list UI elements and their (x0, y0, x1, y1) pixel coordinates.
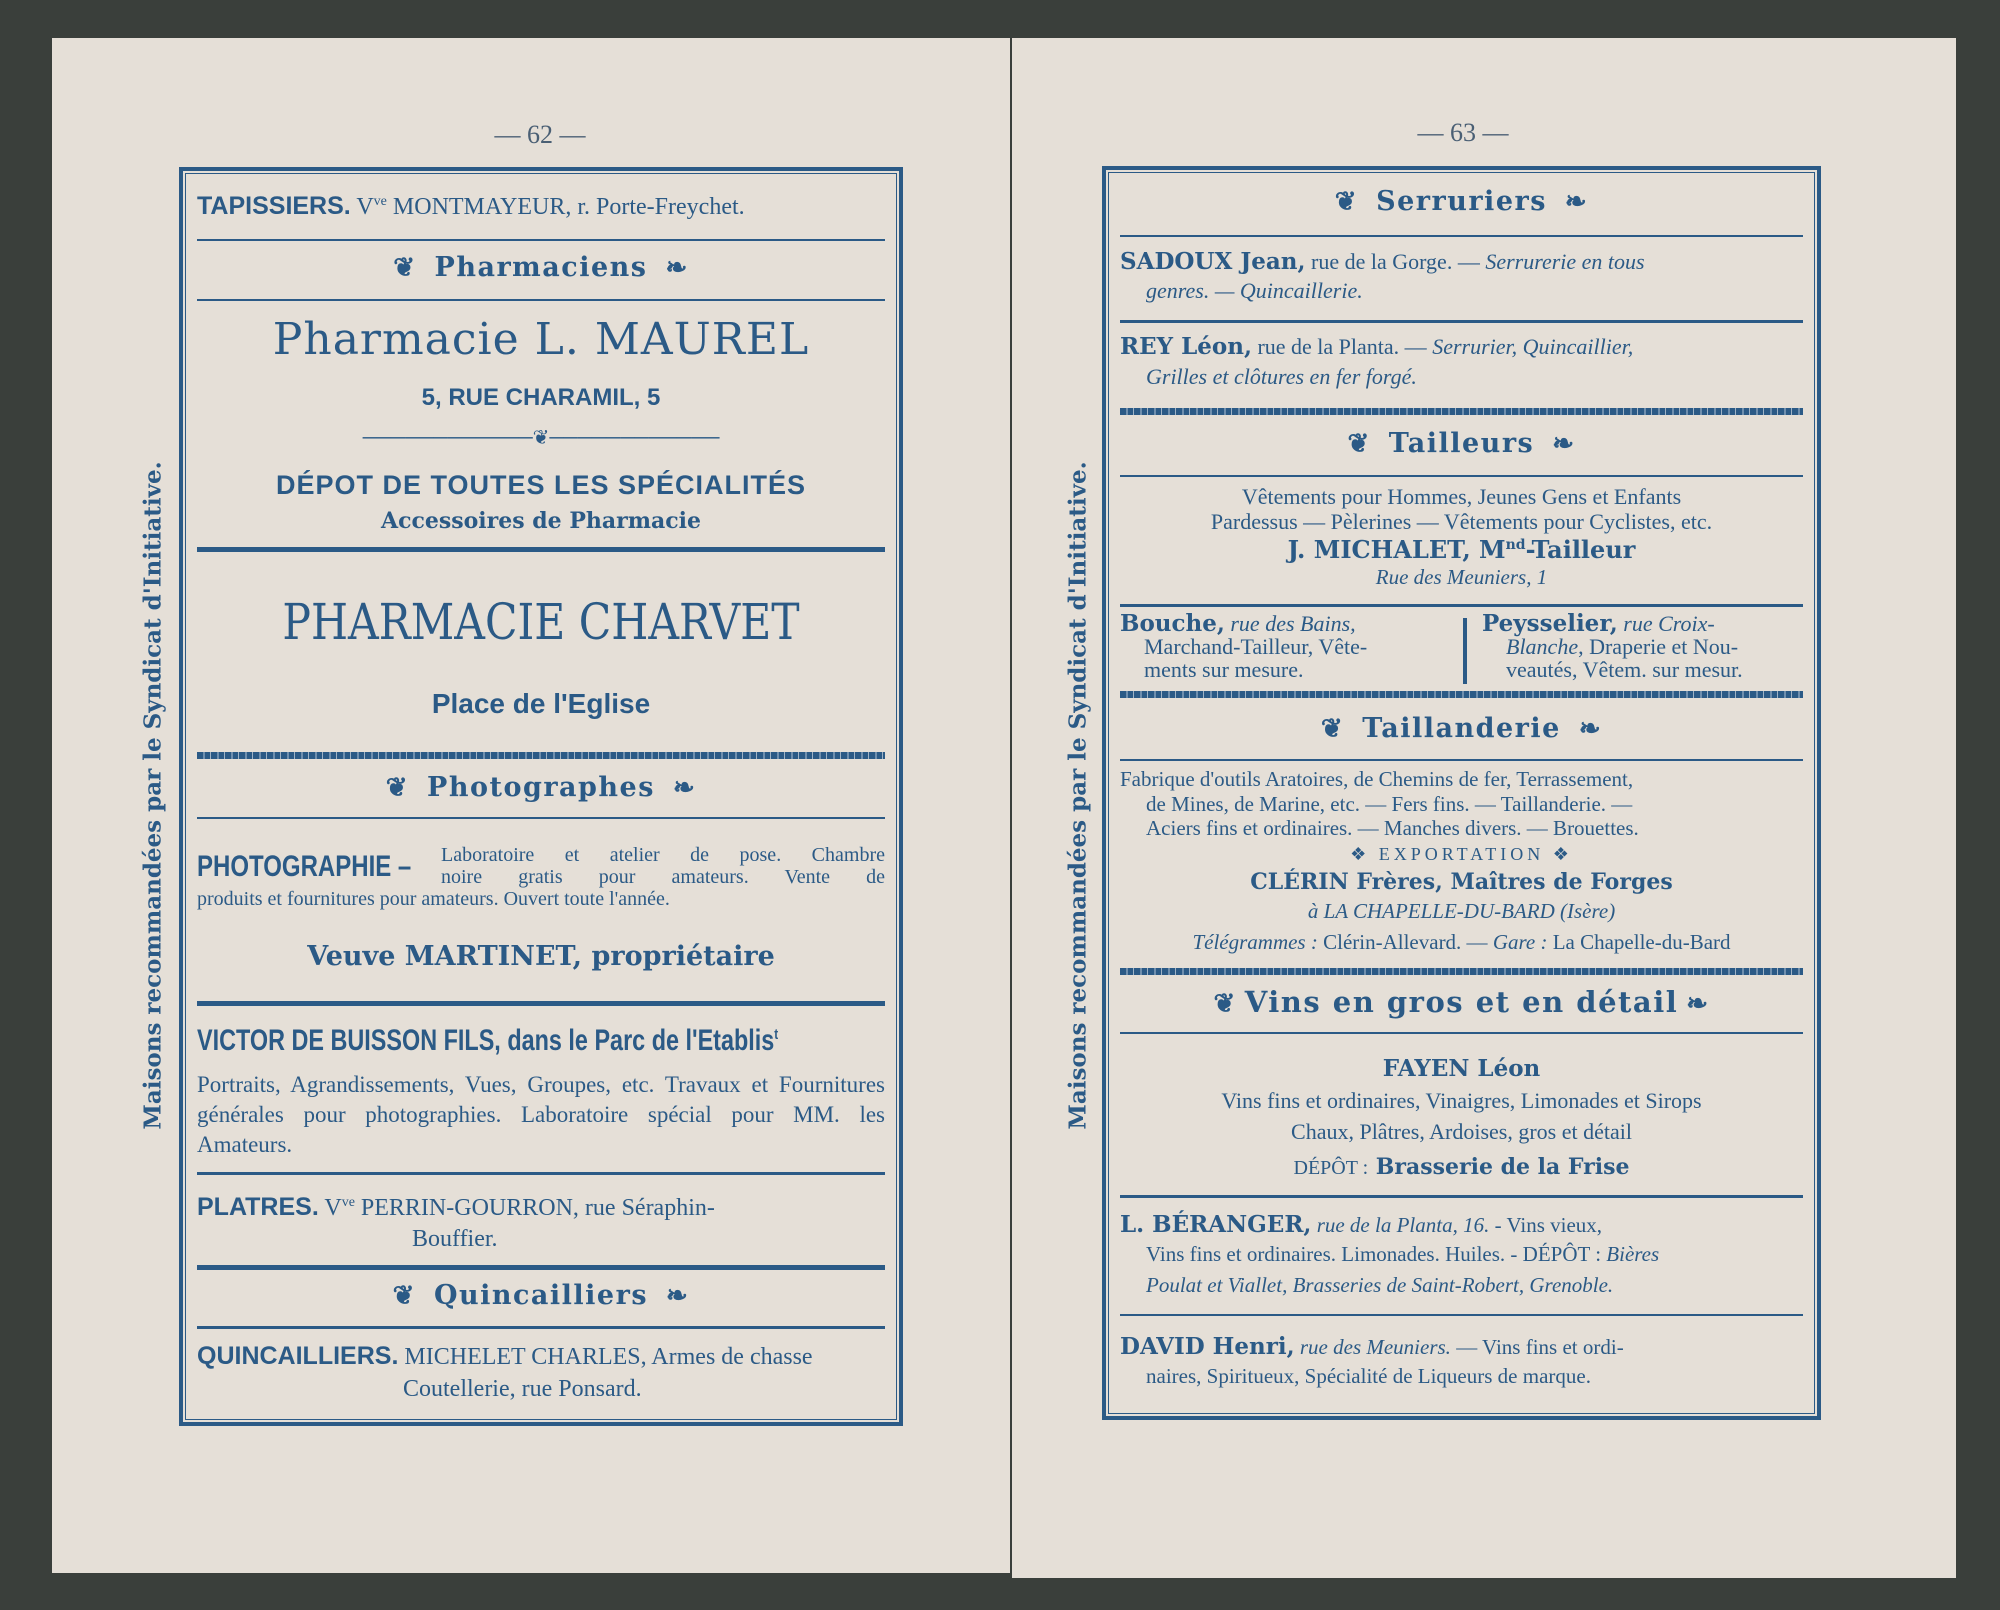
rey-text: rue de la Planta. — (1251, 334, 1433, 359)
platres-text: PERRIN-GOURRON, rue Séraphin- (354, 1195, 715, 1221)
sadoux-line1 (1120, 250, 1645, 273)
divider (1120, 1195, 1803, 1198)
buisson-header (197, 1026, 778, 1056)
bouche-name: Bouche, (1120, 610, 1225, 637)
fayen-name: FAYEN Léon (1382, 1055, 1541, 1082)
flourish-right-icon: ❧ (1686, 989, 1710, 1019)
beranger-line3-text: Poulat et Viallet, Brasseries de Saint-Robert, Grenoble. (1146, 1273, 1614, 1297)
divider (1120, 235, 1803, 237)
quincailliers-label: QUINCAILLIERS. (197, 1342, 399, 1370)
depot-label: DÉPÔT : (1293, 1157, 1369, 1179)
rey-line2-text: Grilles et clôtures en fer forgé. (1146, 364, 1417, 389)
fayen-line2: Chaux, Plâtres, Ardoises, gros et détail (1291, 1119, 1632, 1144)
divider (197, 1326, 885, 1329)
taillanderie-line2: de Mines, de Marine, etc. — Fers fins. — Taillanderie. — (1146, 792, 1633, 816)
photographie-label: PHOTOGRAPHIE – (197, 850, 412, 883)
platres-line (197, 1195, 715, 1220)
sadoux-text: rue de la Gorge. — (1305, 249, 1486, 274)
divider (197, 239, 885, 241)
serruriers-header (1106, 188, 1817, 215)
david-line1 (1120, 1335, 1624, 1358)
tailleurs-header (1106, 430, 1817, 457)
photographie-line3: produits et fournitures pour amateurs. Ouvert toute l'année. (197, 888, 670, 910)
tel: Clérin-Allevard. — (1317, 930, 1493, 954)
beranger-line2-italic: Bières (1606, 1242, 1660, 1266)
exportation (1106, 845, 1817, 863)
fayen-depot (1106, 1156, 1817, 1178)
name2: -Tailleur (1525, 535, 1636, 564)
divider (197, 1172, 885, 1175)
clerin-contact (1106, 932, 1817, 953)
beranger-line1 (1120, 1213, 1602, 1236)
ornament-icon: ────────────❦──────────── (362, 427, 720, 449)
beranger-text: - Vins vieux, (1489, 1213, 1603, 1237)
buisson-text: Portraits, Agrandissements, Vues, Groupes, etc. Travaux et Fournitures générales pour photographies. Laboratoire spécial pour MM. les Amateurs. (197, 1072, 885, 1157)
david-italic: rue des Meuniers. (1294, 1335, 1451, 1359)
depot: Brasserie de la Frise (1368, 1154, 1630, 1180)
divider (1120, 759, 1803, 761)
taillanderie-line3: Aciers fins et ordinaires. — Manches divers. — Brouettes. (1146, 816, 1639, 840)
sadoux-name: SADOUX Jean, (1120, 248, 1306, 275)
peysselier-block (1482, 612, 1743, 681)
beranger-line2-text: Vins fins et ordinaires. Limonades. Huiles. - DÉPÔT : (1146, 1242, 1607, 1266)
quincailliers-line2: Coutellerie, rue Ponsard. (403, 1376, 642, 1402)
tapissiers-text: MONTMAYEUR, r. Porte-Freychet. (386, 194, 745, 220)
flourish-right-icon: ❖ (1544, 844, 1573, 864)
photographes-header (183, 774, 899, 801)
platres-label: PLATRES. (197, 1193, 319, 1221)
divider (197, 817, 885, 819)
beranger-italic: rue de la Planta, 16. (1311, 1213, 1490, 1237)
flourish-right-icon: ❧ (1564, 187, 1589, 217)
charvet-name: PHARMACIE CHARVET (282, 593, 800, 651)
header-text: Serruriers (1376, 186, 1547, 217)
gare: La Chapelle-du-Bard (1547, 930, 1731, 954)
divider (197, 1265, 885, 1270)
side-text-right: Maisons recommandées par le Syndicat d'Initiative. (1064, 461, 1092, 1130)
flourish-left-icon: ❖ (1350, 844, 1379, 864)
divider (197, 1001, 885, 1006)
tailleurs-line2: Pardessus — Pèlerines — Vêtements pour Cyclistes, etc. (1210, 509, 1713, 534)
side-text-left: Maisons recommandées par le Syndicat d'Initiative. (139, 461, 167, 1130)
peysselier-line2-italic: Blanche (1506, 634, 1579, 659)
charvet-address: Place de l'Eglise (431, 688, 651, 719)
maurel-line1: DÉPOT DE TOUTES LES SPÉCIALITÉS (275, 470, 807, 500)
flourish-right-icon: ❧ (1552, 429, 1576, 459)
sadoux-line2-text: genres. — Quincaillerie. (1146, 278, 1363, 303)
divider (1120, 691, 1803, 698)
sup: nd (1505, 537, 1526, 553)
flourish-left-icon: ❦ (1334, 187, 1359, 217)
tapissiers-label: TAPISSIERS. (197, 192, 351, 220)
maurel-name: Pharmacie L. MAUREL (272, 314, 810, 365)
rey-line2 (1146, 366, 1417, 388)
clerin-name: CLÉRIN Frères, Maîtres de Forges (1250, 869, 1673, 895)
flourish-left-icon: ❦ (1320, 714, 1345, 744)
photographie-line1: Laboratoire et atelier de pose. Chambre (441, 844, 885, 866)
header-text: Tailleurs (1388, 428, 1535, 459)
divider (197, 299, 885, 301)
maurel-address: 5, RUE CHARAMIL, 5 (421, 384, 661, 411)
photographie-owner: Veuve MARTINET, propriétaire (307, 941, 775, 972)
divider (197, 547, 885, 552)
david-line2: naires, Spiritueux, Spécialité de Liqueurs de marque. (1146, 1364, 1591, 1388)
beranger-name: L. BÉRANGER, (1120, 1211, 1312, 1238)
header-text: Quincailliers (433, 1280, 649, 1311)
fayen-line1: Vins fins et ordinaires, Vinaigres, Limonades et Sirops (1221, 1088, 1702, 1113)
address: Rue des Meuniers, 1 (1375, 565, 1548, 589)
taillanderie-header (1106, 715, 1817, 742)
name: J. MICHALET, M (1287, 535, 1506, 564)
flourish-right-icon: ❧ (665, 253, 689, 283)
sadoux-italic: Serrurerie en tous (1485, 249, 1645, 274)
prefix: V (356, 194, 374, 220)
divider (1120, 408, 1803, 415)
maurel-line2: Accessoires de Pharmacie (381, 508, 701, 534)
sup: ve (341, 1195, 355, 1210)
david-name: DAVID Henri, (1120, 1333, 1295, 1360)
rey-name: REY Léon, (1120, 333, 1252, 360)
quincailliers-line (197, 1344, 813, 1369)
divider (1120, 475, 1803, 477)
flourish-right-icon: ❧ (1578, 714, 1603, 744)
peysselier-name: Peysselier, (1482, 610, 1618, 637)
flourish-left-icon: ❦ (393, 253, 417, 283)
export-text: EXPORTATION (1378, 844, 1545, 864)
buisson-name: VICTOR DE BUISSON FILS, (197, 1024, 501, 1057)
rey-italic: Serrurier, Quincaillier, (1432, 334, 1634, 359)
peysselier-italic: rue Croix- (1617, 611, 1715, 636)
rey-line1 (1120, 335, 1633, 358)
flourish-right-icon: ❧ (666, 1281, 690, 1311)
divider (1120, 968, 1803, 975)
tel-label: Télégrammes : (1192, 930, 1318, 954)
bouche-line2: Marchand-Tailleur, Vête- (1144, 634, 1368, 659)
flourish-left-icon: ❦ (1213, 989, 1237, 1019)
tapissiers-line (197, 194, 745, 219)
header-text: Taillanderie (1362, 713, 1561, 744)
flourish-left-icon: ❦ (385, 773, 410, 803)
clerin-address (1106, 901, 1817, 922)
divider (1120, 604, 1803, 607)
header-text: Vins en gros et en détail (1244, 985, 1679, 1019)
peysselier-line2: , Draperie et Nou- (1578, 634, 1739, 659)
prefix: V (324, 1195, 342, 1221)
page-number-left: — 62 — (494, 120, 586, 149)
divider (1120, 1032, 1803, 1034)
beranger-line2 (1146, 1244, 1659, 1265)
david-text: — Vins fins et ordi- (1450, 1335, 1624, 1359)
sadoux-line2 (1146, 280, 1363, 302)
divider (197, 752, 885, 759)
beranger-line3 (1146, 1275, 1613, 1296)
platres-line2: Bouffier. (412, 1226, 498, 1252)
sup: t (774, 1026, 779, 1043)
vins-header (1106, 985, 1817, 1019)
divider (1120, 320, 1803, 323)
address: à LA CHAPELLE-DU-BARD (Isère) (1307, 899, 1616, 923)
bouche-block (1120, 612, 1367, 681)
pharmaciens-header (183, 254, 899, 281)
page-number-right: — 63 — (1417, 118, 1509, 147)
column-divider (1463, 618, 1467, 684)
taillanderie-line1: Fabrique d'outils Aratoires, de Chemins de fer, Terrassement, (1120, 767, 1634, 791)
divider (1120, 1314, 1803, 1316)
flourish-left-icon: ❦ (1347, 429, 1371, 459)
photographie-line2: noire gratis pour amateurs. Vente de (441, 866, 885, 888)
header-text: Photographes (427, 772, 655, 803)
sup: ve (373, 194, 387, 209)
buisson-place: dans le Parc de l'Etablis (507, 1024, 775, 1057)
quincailliers-text: MICHELET CHARLES, Armes de chasse (398, 1344, 813, 1370)
peysselier-line3: veautés, Vêtem. sur mesur. (1506, 657, 1743, 682)
header-text: Pharmaciens (434, 252, 648, 283)
bouche-line3: ments sur mesure. (1144, 657, 1304, 682)
gare-label: Gare : (1492, 930, 1548, 954)
quincailliers-header (183, 1282, 899, 1309)
tailleurs-line1: Vêtements pour Hommes, Jeunes Gens et Enfants (1241, 484, 1682, 509)
flourish-right-icon: ❧ (672, 773, 697, 803)
michalet-name (1106, 535, 1817, 564)
bouche-italic: rue des Bains, (1224, 611, 1356, 636)
michalet-address (1106, 567, 1817, 588)
flourish-left-icon: ❦ (392, 1281, 416, 1311)
